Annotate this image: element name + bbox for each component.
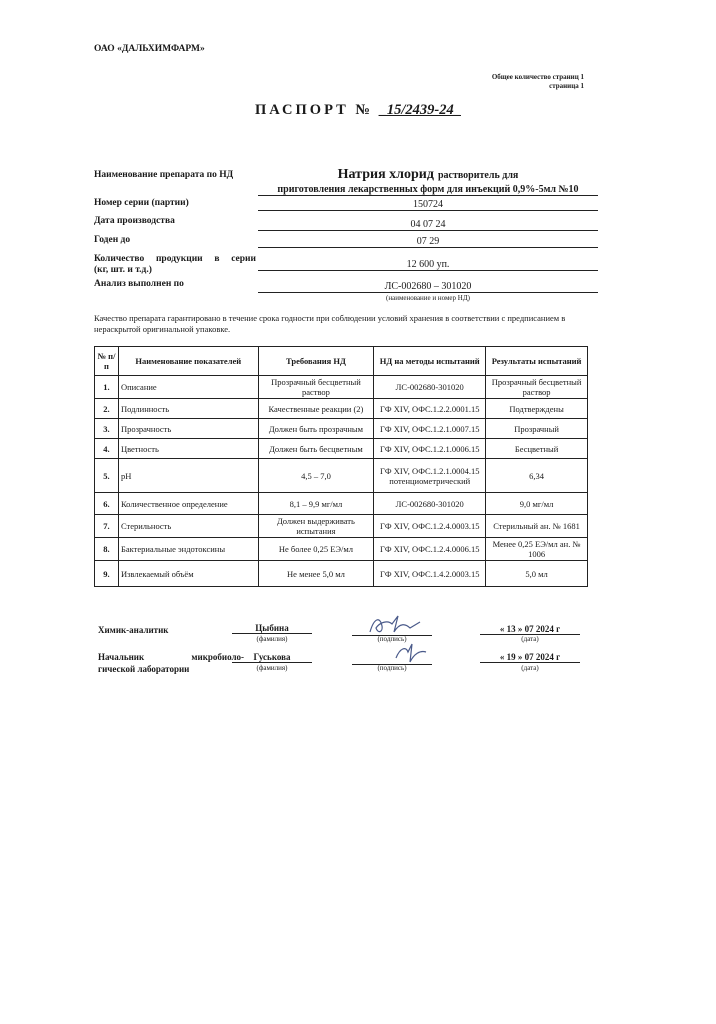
row-requirement: Должен быть бесцветным bbox=[258, 439, 374, 459]
signer-2-sign-note: (подпись) bbox=[377, 664, 407, 672]
table-row bbox=[95, 439, 588, 459]
title-prefix: ПАСПОРТ № bbox=[255, 102, 373, 118]
signature-2-icon bbox=[392, 640, 432, 666]
header-method: НД на методы испытаний bbox=[374, 347, 486, 376]
table-row bbox=[95, 399, 588, 419]
row-num: 1. bbox=[95, 376, 119, 399]
row-method: ГФ XIV, ОФС.1.2.4.0003.15 bbox=[374, 515, 486, 538]
table-row bbox=[95, 459, 588, 493]
row-requirement: Прозрачный бесцветный раствор bbox=[258, 376, 374, 399]
table-row bbox=[95, 538, 588, 561]
table-row bbox=[95, 493, 588, 515]
row-result: Менее 0,25 ЕЭ/мл ан. № 1006 bbox=[486, 538, 588, 561]
table-row bbox=[95, 515, 588, 538]
row-num: 6. bbox=[95, 493, 119, 515]
row-num: 3. bbox=[95, 419, 119, 439]
page-title bbox=[0, 102, 716, 119]
row-result: 6,34 bbox=[486, 459, 588, 493]
drug-name-line2: приготовления лекарственных форм для инъекций 0,9%-5мл №10 bbox=[258, 184, 598, 196]
page-count bbox=[492, 73, 584, 91]
row-result: Подтверждены bbox=[486, 399, 588, 419]
row-method: ГФ XIV, ОФС.1.2.4.0006.15 bbox=[374, 538, 486, 561]
row-requirement: Не более 0,25 ЕЭ/мл bbox=[258, 538, 374, 561]
row-result: Прозрачный bbox=[486, 419, 588, 439]
row-indicator: Стерильность bbox=[118, 515, 258, 538]
table-row bbox=[95, 561, 588, 587]
row-method: ГФ XIV, ОФС.1.2.2.0001.15 bbox=[374, 399, 486, 419]
row-indicator: Количественное определение bbox=[118, 493, 258, 515]
series-value: 150724 bbox=[258, 199, 598, 211]
signer-1-date-note: (дата) bbox=[521, 635, 539, 643]
valid-until-value: 07 29 bbox=[258, 236, 598, 248]
row-num: 9. bbox=[95, 561, 119, 587]
row-result: Бесцветный bbox=[486, 439, 588, 459]
page-number: страница 1 bbox=[549, 82, 584, 90]
row-num: 2. bbox=[95, 399, 119, 419]
signer-1-sign-note: (подпись) bbox=[377, 635, 407, 643]
signer-1-name: Цыбина bbox=[232, 623, 312, 634]
signer-1-name-note: (фамилия) bbox=[256, 635, 288, 643]
signer-2-date-note: (дата) bbox=[521, 664, 539, 672]
signer-2-role-line2: гической лаборатории bbox=[98, 664, 190, 674]
row-requirement: 4,5 – 7,0 bbox=[258, 459, 374, 493]
row-num: 8. bbox=[95, 538, 119, 561]
row-num: 7. bbox=[95, 515, 119, 538]
table-header-row bbox=[95, 347, 588, 376]
row-result: 5,0 мл bbox=[486, 561, 588, 587]
row-method: ГФ XIV, ОФС.1.2.1.0006.15 bbox=[374, 439, 486, 459]
series-label: Номер серии (партии) bbox=[94, 198, 189, 208]
row-result: Стерильный ан. № 1681 bbox=[486, 515, 588, 538]
row-method: ГФ XIV, ОФС.1.4.2.0003.15 bbox=[374, 561, 486, 587]
row-result: 9,0 мг/мл bbox=[486, 493, 588, 515]
signature-1-icon bbox=[364, 612, 424, 638]
header-requirement: Требования НД bbox=[258, 347, 374, 376]
total-pages: Общее количество страниц 1 bbox=[491, 73, 584, 81]
row-num: 4. bbox=[95, 439, 119, 459]
valid-until-label: Годен до bbox=[94, 235, 131, 245]
row-num: 5. bbox=[95, 459, 119, 493]
row-requirement: Не менее 5,0 мл bbox=[258, 561, 374, 587]
row-indicator: Подлинность bbox=[118, 399, 258, 419]
analysis-value: ЛС-002680 – 301020 bbox=[258, 281, 598, 293]
row-method: ГФ XIV, ОФС.1.2.1.0004.15 потенциометрический bbox=[374, 459, 486, 493]
table-row bbox=[95, 376, 588, 399]
quantity-label-1: Количество продукции в серии bbox=[94, 254, 256, 264]
drug-label: Наименование препарата по НД bbox=[94, 170, 234, 180]
signer-2-date: « 19 » 07 2024 г bbox=[480, 652, 580, 663]
analysis-label: Анализ выполнен по bbox=[94, 279, 184, 289]
drug-name: Натрия хлорид bbox=[337, 167, 434, 182]
row-indicator: Описание bbox=[118, 376, 258, 399]
signer-2-name-note: (фамилия) bbox=[256, 664, 288, 672]
row-indicator: Прозрачность bbox=[118, 419, 258, 439]
signer-1-date: « 13 » 07 2024 г bbox=[480, 624, 580, 635]
row-result: Прозрачный бесцветный раствор bbox=[486, 376, 588, 399]
row-requirement: Должен выдерживать испытания bbox=[258, 515, 374, 538]
header-num: № п/п bbox=[95, 347, 119, 376]
row-indicator: Цветность bbox=[118, 439, 258, 459]
passport-number: _15/2439-24_ bbox=[379, 102, 461, 118]
row-requirement: Качественные реакции (2) bbox=[258, 399, 374, 419]
drug-name-suffix: растворитель для bbox=[437, 170, 519, 181]
header-indicator: Наименование показателей bbox=[118, 347, 258, 376]
header-result: Результаты испытаний bbox=[486, 347, 588, 376]
row-requirement: Должен быть прозрачным bbox=[258, 419, 374, 439]
row-method: ЛС-002680-301020 bbox=[374, 493, 486, 515]
row-indicator: Бактериальные эндотоксины bbox=[118, 538, 258, 561]
row-method: ЛС-002680-301020 bbox=[374, 376, 486, 399]
production-date-value: 04 07 24 bbox=[258, 219, 598, 231]
row-requirement: 8,1 – 9,9 мг/мл bbox=[258, 493, 374, 515]
signer-1-role: Химик-аналитик bbox=[98, 625, 169, 635]
signer-2-name: Гуськова bbox=[232, 652, 312, 663]
quantity-label-2: (кг, шт. и т.д.) bbox=[94, 265, 152, 275]
table-row bbox=[95, 419, 588, 439]
company-name: ОАО «ДАЛЬХИМФАРМ» bbox=[94, 44, 205, 54]
quality-statement: Качество препарата гарантировано в течение срока годности при соблюдении условий хранения в соответствии с предписанием в нераскрытой оригинальной упаковке. bbox=[94, 313, 566, 334]
analysis-note: (наименование и номер НД) bbox=[386, 294, 470, 302]
row-method: ГФ XIV, ОФС.1.2.1.0007.15 bbox=[374, 419, 486, 439]
drug-name-line bbox=[258, 165, 598, 183]
results-table bbox=[94, 346, 588, 587]
quantity-value: 12 600 уп. bbox=[258, 259, 598, 271]
production-date-label: Дата производства bbox=[94, 216, 175, 226]
signer-2-role-line1: Начальник микробиоло- bbox=[98, 652, 244, 662]
row-indicator: pH bbox=[118, 459, 258, 493]
row-indicator: Извлекаемый объём bbox=[118, 561, 258, 587]
